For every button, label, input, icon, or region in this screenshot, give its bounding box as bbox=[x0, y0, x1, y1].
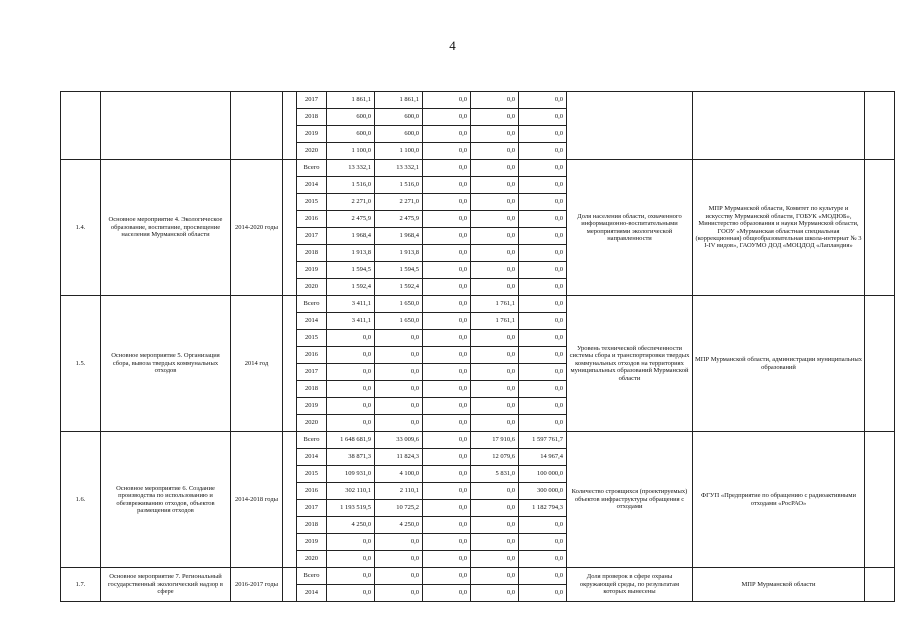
value-cell: 600,0 bbox=[327, 109, 375, 126]
indicator-cell: Уровень технической обеспеченности системы сбора и транспортировки твердых коммунальных отходов на территориях муниципальных образований Мурманской области bbox=[567, 296, 693, 432]
value-cell: 0,0 bbox=[519, 109, 567, 126]
value-cell: 0,0 bbox=[423, 364, 471, 381]
year-cell: 2020 bbox=[297, 551, 327, 568]
value-cell: 0,0 bbox=[375, 415, 423, 432]
year-cell: 2018 bbox=[297, 109, 327, 126]
value-cell: 0,0 bbox=[423, 194, 471, 211]
year-cell: 2019 bbox=[297, 534, 327, 551]
table-row bbox=[61, 160, 895, 177]
value-cell: 0,0 bbox=[471, 279, 519, 296]
value-cell: 0,0 bbox=[519, 228, 567, 245]
value-cell: 2 475,9 bbox=[375, 211, 423, 228]
value-cell: 0,0 bbox=[423, 143, 471, 160]
year-cell: 2018 bbox=[297, 245, 327, 262]
value-cell: 0,0 bbox=[471, 143, 519, 160]
value-cell: 0,0 bbox=[375, 568, 423, 585]
value-cell: 0,0 bbox=[471, 415, 519, 432]
year-cell: 2019 bbox=[297, 262, 327, 279]
item-period: 2016-2017 годы bbox=[231, 568, 283, 602]
value-cell: 0,0 bbox=[519, 364, 567, 381]
value-cell: 0,0 bbox=[519, 517, 567, 534]
value-cell: 1 761,1 bbox=[471, 296, 519, 313]
value-cell: 0,0 bbox=[423, 585, 471, 602]
value-cell: 0,0 bbox=[471, 585, 519, 602]
value-cell: 1 100,0 bbox=[327, 143, 375, 160]
value-cell: 0,0 bbox=[519, 398, 567, 415]
value-cell: 0,0 bbox=[423, 449, 471, 466]
value-cell: 0,0 bbox=[471, 551, 519, 568]
value-cell: 0,0 bbox=[519, 160, 567, 177]
value-cell: 0,0 bbox=[327, 415, 375, 432]
value-cell: 1 650,0 bbox=[375, 296, 423, 313]
year-cell: Всего bbox=[297, 432, 327, 449]
value-cell: 0,0 bbox=[519, 177, 567, 194]
year-cell: 2020 bbox=[297, 415, 327, 432]
value-cell: 0,0 bbox=[375, 364, 423, 381]
value-cell: 0,0 bbox=[519, 415, 567, 432]
value-cell: 0,0 bbox=[471, 262, 519, 279]
value-cell: 2 110,1 bbox=[375, 483, 423, 500]
value-cell: 13 332,1 bbox=[327, 160, 375, 177]
value-cell: 0,0 bbox=[471, 517, 519, 534]
value-cell: 0,0 bbox=[423, 279, 471, 296]
value-cell: 1 592,4 bbox=[375, 279, 423, 296]
trailing-cell bbox=[865, 92, 895, 160]
trailing-cell bbox=[865, 432, 895, 568]
value-cell: 0,0 bbox=[423, 500, 471, 517]
value-cell: 0,0 bbox=[471, 347, 519, 364]
value-cell: 0,0 bbox=[519, 143, 567, 160]
value-cell: 300 000,0 bbox=[519, 483, 567, 500]
executor-cell: МПР Мурманской области, Комитет по культуре и искусству Мурманской области, ГОБУК «МОДЮБ», Министерство образования и науки Мурманской области, ГООУ «Мурманская областная специальная (коррекционная) общеобразовательная школа-интернат № 3 I-IV видов», ГАОУМО ДОД «МОЦДОД «Лапландия» bbox=[693, 160, 865, 296]
value-cell: 0,0 bbox=[423, 398, 471, 415]
value-cell: 0,0 bbox=[327, 585, 375, 602]
trailing-cell bbox=[865, 160, 895, 296]
value-cell: 302 110,1 bbox=[327, 483, 375, 500]
table-row bbox=[61, 568, 895, 585]
value-cell: 0,0 bbox=[423, 228, 471, 245]
value-cell: 0,0 bbox=[327, 398, 375, 415]
table-row bbox=[61, 296, 895, 313]
value-cell: 0,0 bbox=[519, 381, 567, 398]
value-cell: 0,0 bbox=[423, 262, 471, 279]
value-cell: 0,0 bbox=[471, 211, 519, 228]
value-cell: 0,0 bbox=[327, 347, 375, 364]
year-cell: 2016 bbox=[297, 483, 327, 500]
spacer-cell bbox=[283, 92, 297, 160]
value-cell: 0,0 bbox=[471, 92, 519, 109]
value-cell: 0,0 bbox=[327, 534, 375, 551]
value-cell: 0,0 bbox=[519, 92, 567, 109]
year-cell: 2017 bbox=[297, 228, 327, 245]
executor-cell: МПР Мурманской области, администрации муниципальных образований bbox=[693, 296, 865, 432]
value-cell: 1 594,5 bbox=[327, 262, 375, 279]
item-number: 1.7. bbox=[61, 568, 101, 602]
value-cell: 2 271,0 bbox=[327, 194, 375, 211]
spacer-cell bbox=[283, 432, 297, 568]
item-title bbox=[101, 92, 231, 160]
value-cell: 600,0 bbox=[375, 126, 423, 143]
year-cell: 2017 bbox=[297, 500, 327, 517]
value-cell: 0,0 bbox=[423, 313, 471, 330]
value-cell: 1 100,0 bbox=[375, 143, 423, 160]
value-cell: 0,0 bbox=[423, 126, 471, 143]
table-body bbox=[61, 92, 895, 602]
value-cell: 0,0 bbox=[471, 364, 519, 381]
item-title: Основное мероприятие 4. Экологическое образование, воспитание, просвещение населения Мурманской области bbox=[101, 160, 231, 296]
value-cell: 0,0 bbox=[519, 585, 567, 602]
year-cell: 2020 bbox=[297, 279, 327, 296]
value-cell: 1 594,5 bbox=[375, 262, 423, 279]
value-cell: 0,0 bbox=[471, 109, 519, 126]
executor-cell bbox=[693, 92, 865, 160]
value-cell: 1 761,1 bbox=[471, 313, 519, 330]
value-cell: 0,0 bbox=[423, 330, 471, 347]
value-cell: 14 967,4 bbox=[519, 449, 567, 466]
value-cell: 1 913,8 bbox=[327, 245, 375, 262]
year-cell: 2019 bbox=[297, 398, 327, 415]
item-period: 2014 год bbox=[231, 296, 283, 432]
value-cell: 0,0 bbox=[519, 534, 567, 551]
value-cell: 0,0 bbox=[471, 177, 519, 194]
value-cell: 1 516,0 bbox=[375, 177, 423, 194]
value-cell: 2 271,0 bbox=[375, 194, 423, 211]
year-cell: 2017 bbox=[297, 92, 327, 109]
value-cell: 0,0 bbox=[471, 381, 519, 398]
value-cell: 0,0 bbox=[423, 415, 471, 432]
value-cell: 1 913,8 bbox=[375, 245, 423, 262]
year-cell: 2019 bbox=[297, 126, 327, 143]
value-cell: 0,0 bbox=[375, 347, 423, 364]
year-cell: Всего bbox=[297, 296, 327, 313]
value-cell: 0,0 bbox=[423, 296, 471, 313]
value-cell: 0,0 bbox=[423, 534, 471, 551]
value-cell: 0,0 bbox=[423, 432, 471, 449]
value-cell: 0,0 bbox=[471, 245, 519, 262]
value-cell: 0,0 bbox=[519, 211, 567, 228]
item-period bbox=[231, 92, 283, 160]
value-cell: 0,0 bbox=[471, 500, 519, 517]
value-cell: 4 100,0 bbox=[375, 466, 423, 483]
executor-cell: МПР Мурманской области bbox=[693, 568, 865, 602]
year-cell: Всего bbox=[297, 568, 327, 585]
value-cell: 0,0 bbox=[375, 585, 423, 602]
value-cell: 0,0 bbox=[519, 279, 567, 296]
value-cell: 0,0 bbox=[519, 194, 567, 211]
year-cell: 2014 bbox=[297, 449, 327, 466]
value-cell: 1 648 681,9 bbox=[327, 432, 375, 449]
table-row bbox=[61, 432, 895, 449]
value-cell: 0,0 bbox=[423, 381, 471, 398]
value-cell: 109 931,0 bbox=[327, 466, 375, 483]
value-cell: 0,0 bbox=[519, 262, 567, 279]
spacer-cell bbox=[283, 160, 297, 296]
year-cell: 2015 bbox=[297, 194, 327, 211]
value-cell: 10 725,2 bbox=[375, 500, 423, 517]
value-cell: 1 182 794,3 bbox=[519, 500, 567, 517]
value-cell: 0,0 bbox=[519, 245, 567, 262]
value-cell: 0,0 bbox=[423, 92, 471, 109]
value-cell: 0,0 bbox=[471, 330, 519, 347]
value-cell: 0,0 bbox=[327, 551, 375, 568]
value-cell: 1 516,0 bbox=[327, 177, 375, 194]
value-cell: 0,0 bbox=[375, 381, 423, 398]
year-cell: 2015 bbox=[297, 330, 327, 347]
value-cell: 0,0 bbox=[423, 109, 471, 126]
year-cell: 2018 bbox=[297, 381, 327, 398]
value-cell: 0,0 bbox=[327, 381, 375, 398]
indicator-cell: Доля населения области, охваченного информационно-воспитательными мероприятиями экологической направленности bbox=[567, 160, 693, 296]
value-cell: 0,0 bbox=[423, 551, 471, 568]
value-cell: 1 650,0 bbox=[375, 313, 423, 330]
value-cell: 0,0 bbox=[423, 160, 471, 177]
value-cell: 3 411,1 bbox=[327, 296, 375, 313]
year-cell: 2014 bbox=[297, 313, 327, 330]
value-cell: 1 861,1 bbox=[327, 92, 375, 109]
value-cell: 38 871,3 bbox=[327, 449, 375, 466]
spacer-cell bbox=[283, 568, 297, 602]
value-cell: 0,0 bbox=[423, 568, 471, 585]
value-cell: 1 592,4 bbox=[327, 279, 375, 296]
indicator-cell: Доля проверок в сфере охраны окружающей среды, по результатам которых вынесены bbox=[567, 568, 693, 602]
value-cell: 1 968,4 bbox=[375, 228, 423, 245]
year-cell: 2014 bbox=[297, 177, 327, 194]
value-cell: 1 861,1 bbox=[375, 92, 423, 109]
trailing-cell bbox=[865, 568, 895, 602]
value-cell: 11 824,3 bbox=[375, 449, 423, 466]
value-cell: 1 968,4 bbox=[327, 228, 375, 245]
value-cell: 5 831,0 bbox=[471, 466, 519, 483]
value-cell: 0,0 bbox=[471, 228, 519, 245]
value-cell: 17 910,6 bbox=[471, 432, 519, 449]
value-cell: 0,0 bbox=[519, 330, 567, 347]
page-number: 4 bbox=[449, 38, 456, 53]
year-cell: 2015 bbox=[297, 466, 327, 483]
value-cell: 0,0 bbox=[423, 517, 471, 534]
value-cell: 600,0 bbox=[327, 126, 375, 143]
item-period: 2014-2018 годы bbox=[231, 432, 283, 568]
value-cell: 600,0 bbox=[375, 109, 423, 126]
value-cell: 1 193 519,5 bbox=[327, 500, 375, 517]
value-cell: 0,0 bbox=[327, 330, 375, 347]
value-cell: 0,0 bbox=[471, 534, 519, 551]
value-cell: 100 000,0 bbox=[519, 466, 567, 483]
program-table bbox=[60, 91, 895, 602]
indicator-cell bbox=[567, 92, 693, 160]
value-cell: 3 411,1 bbox=[327, 313, 375, 330]
trailing-cell bbox=[865, 296, 895, 432]
item-number: 1.4. bbox=[61, 160, 101, 296]
year-cell: 2016 bbox=[297, 211, 327, 228]
year-cell: Всего bbox=[297, 160, 327, 177]
value-cell: 0,0 bbox=[471, 126, 519, 143]
value-cell: 4 250,0 bbox=[375, 517, 423, 534]
year-cell: 2016 bbox=[297, 347, 327, 364]
value-cell: 0,0 bbox=[519, 568, 567, 585]
value-cell: 0,0 bbox=[423, 211, 471, 228]
value-cell: 33 009,6 bbox=[375, 432, 423, 449]
executor-cell: ФГУП «Предприятие по обращению с радиоактивными отходами «РосРАО» bbox=[693, 432, 865, 568]
value-cell: 0,0 bbox=[471, 398, 519, 415]
value-cell: 0,0 bbox=[423, 245, 471, 262]
item-number bbox=[61, 92, 101, 160]
year-cell: 2014 bbox=[297, 585, 327, 602]
value-cell: 0,0 bbox=[471, 568, 519, 585]
value-cell: 0,0 bbox=[375, 330, 423, 347]
value-cell: 0,0 bbox=[519, 126, 567, 143]
item-number: 1.5. bbox=[61, 296, 101, 432]
year-cell: 2018 bbox=[297, 517, 327, 534]
value-cell: 4 250,0 bbox=[327, 517, 375, 534]
value-cell: 1 597 761,7 bbox=[519, 432, 567, 449]
value-cell: 0,0 bbox=[471, 483, 519, 500]
value-cell: 0,0 bbox=[423, 347, 471, 364]
value-cell: 0,0 bbox=[423, 466, 471, 483]
value-cell: 12 079,6 bbox=[471, 449, 519, 466]
item-title: Основное мероприятие 6. Создание производства по использованию и обезвреживанию отходов, объектов размещения отходов bbox=[101, 432, 231, 568]
item-period: 2014-2020 годы bbox=[231, 160, 283, 296]
value-cell: 0,0 bbox=[519, 296, 567, 313]
value-cell: 0,0 bbox=[423, 483, 471, 500]
year-cell: 2017 bbox=[297, 364, 327, 381]
value-cell: 0,0 bbox=[375, 534, 423, 551]
year-cell: 2020 bbox=[297, 143, 327, 160]
indicator-cell: Количество строящихся (проектируемых) объектов инфраструктуры обращения с отходами bbox=[567, 432, 693, 568]
value-cell: 0,0 bbox=[327, 364, 375, 381]
value-cell: 0,0 bbox=[471, 160, 519, 177]
table-row bbox=[61, 92, 895, 109]
value-cell: 13 332,1 bbox=[375, 160, 423, 177]
value-cell: 0,0 bbox=[423, 177, 471, 194]
value-cell: 2 475,9 bbox=[327, 211, 375, 228]
value-cell: 0,0 bbox=[471, 194, 519, 211]
value-cell: 0,0 bbox=[375, 398, 423, 415]
item-number: 1.6. bbox=[61, 432, 101, 568]
value-cell: 0,0 bbox=[519, 313, 567, 330]
value-cell: 0,0 bbox=[327, 568, 375, 585]
value-cell: 0,0 bbox=[375, 551, 423, 568]
spacer-cell bbox=[283, 296, 297, 432]
item-title: Основное мероприятие 5. Организация сбора, вывоза твердых коммунальных отходов bbox=[101, 296, 231, 432]
item-title: Основное мероприятие 7. Региональный государственный экологический надзор в сфере bbox=[101, 568, 231, 602]
value-cell: 0,0 bbox=[519, 347, 567, 364]
value-cell: 0,0 bbox=[519, 551, 567, 568]
